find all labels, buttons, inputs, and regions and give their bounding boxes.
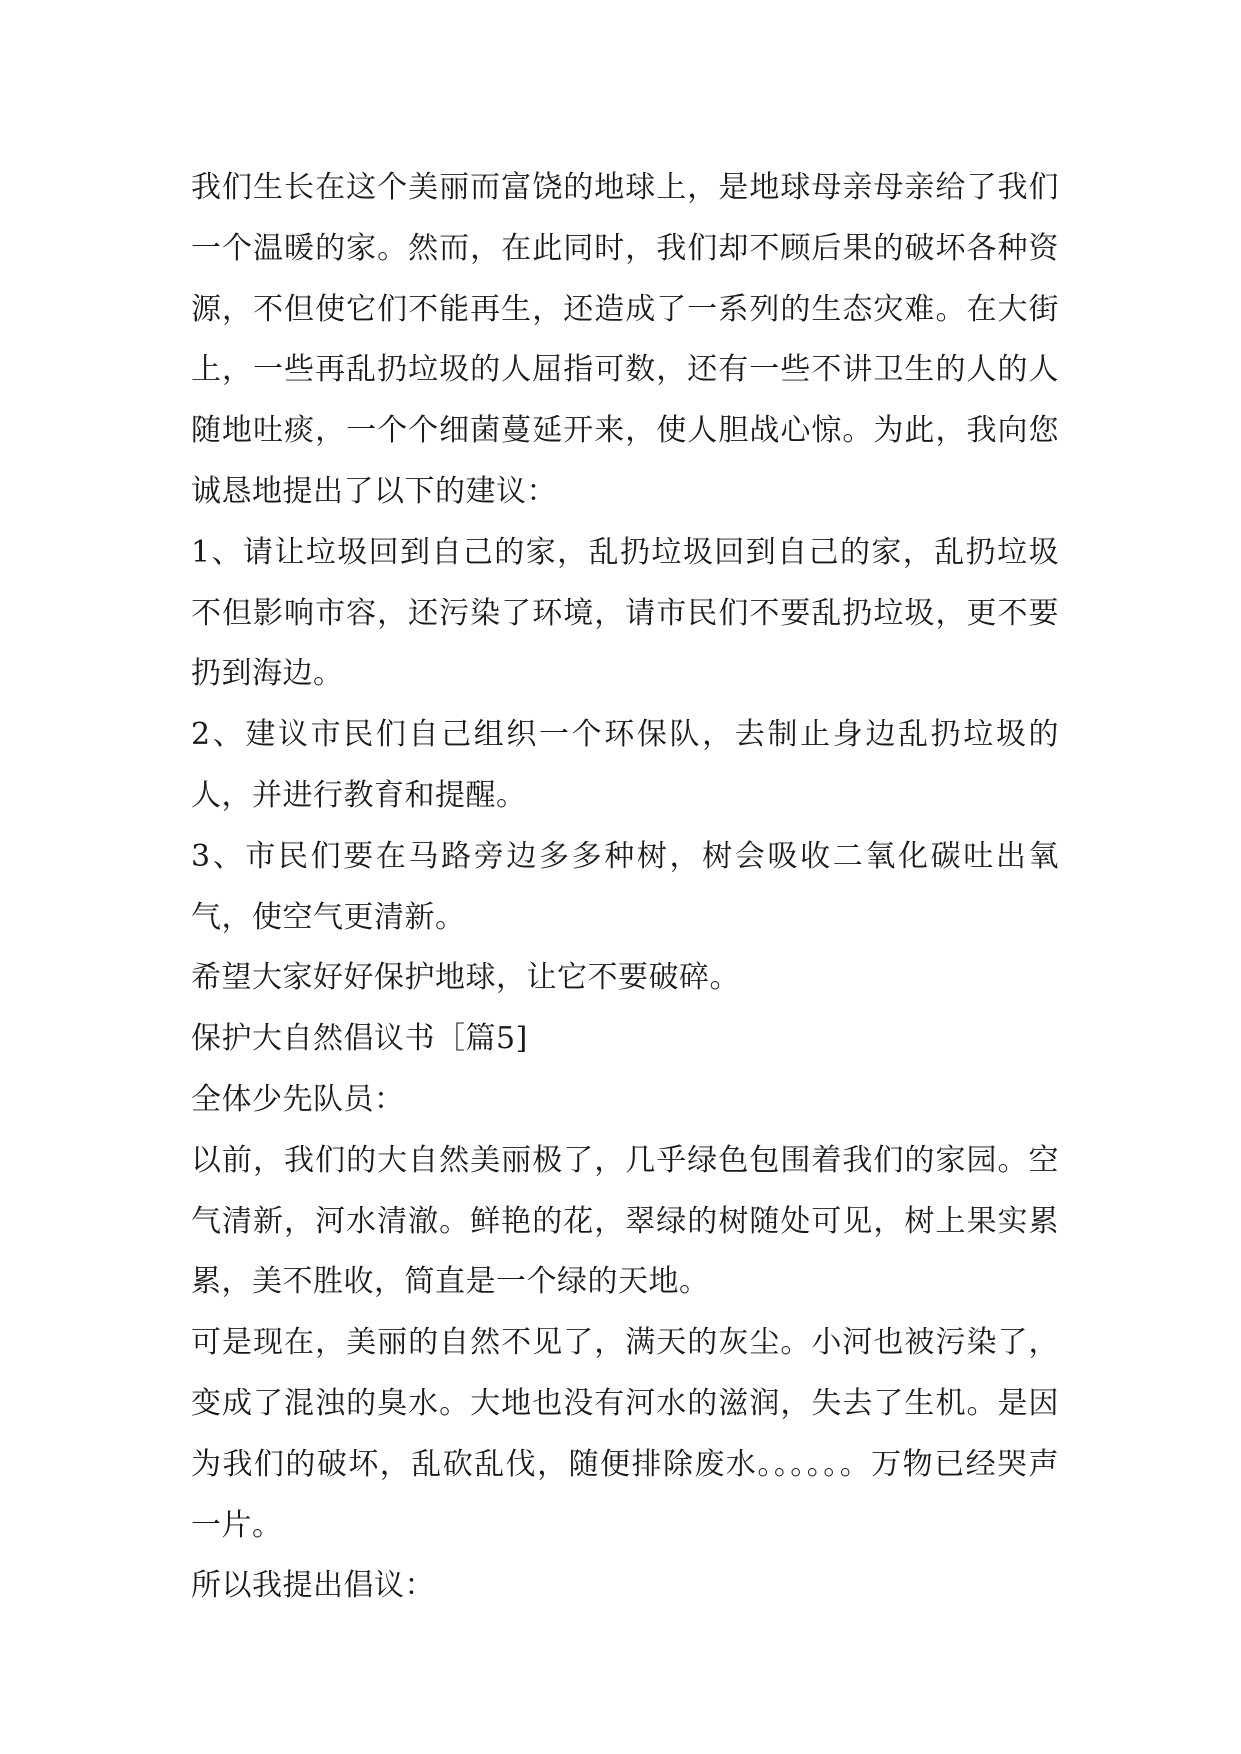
salutation: 全体少先队员： (191, 1081, 405, 1117)
section-heading: 保护大自然倡议书［篇5] (191, 1021, 528, 1057)
paragraph-closing: 希望大家好好保护地球，让它不要破碎。 (191, 960, 740, 996)
paragraph-suggestion-1: 1、请让垃圾回到自己的家，乱扔垃圾回到自己的家，乱扔垃圾不但影响市容，还污染了环境，请市民们不要乱扔垃圾，更不要扔到海边。 (191, 534, 1059, 692)
paragraph-proposal: 所以我提出倡议： (191, 1568, 435, 1604)
paragraph-suggestion-3: 3、市民们要在马路旁边多多种树，树会吸收二氧化碳吐出氧气，使空气更清新。 (191, 838, 1059, 935)
document-body (191, 158, 1059, 1617)
paragraph-intro: 我们生长在这个美丽而富饶的地球上，是地球母亲母亲给了我们一个温暖的家。然而，在此同时，我们却不顾后果的破坏各种资源，不但使它们不能再生，还造成了一系列的生态灾难。在大街上，一些再乱扔垃圾的人屈指可数，还有一些不讲卫生的人的人随地吐痰，一个个细菌蔓延开来，使人胆战心惊。为此，我向您诚恳地提出了以下的建议： (191, 170, 1059, 509)
paragraph-suggestion-2: 2、建议市民们自己组织一个环保队，去制止身边乱扔垃圾的人，并进行教育和提醒。 (191, 717, 1059, 813)
paragraph-past: 以前，我们的大自然美丽极了，几乎绿色包围着我们的家园。空气清新，河水清澈。鲜艳的花，翠绿的树随处可见，树上果实累累，美不胜收，简直是一个绿的天地。 (191, 1142, 1059, 1300)
paragraph-present: 可是现在，美丽的自然不见了，满天的灰尘。小河也被污染了，变成了混浊的臭水。大地也没有河水的滋润，失去了生机。是因为我们的破坏，乱砍乱伐，随便排除废水。。。。。。万物已经哭声一片。 (191, 1325, 1059, 1543)
